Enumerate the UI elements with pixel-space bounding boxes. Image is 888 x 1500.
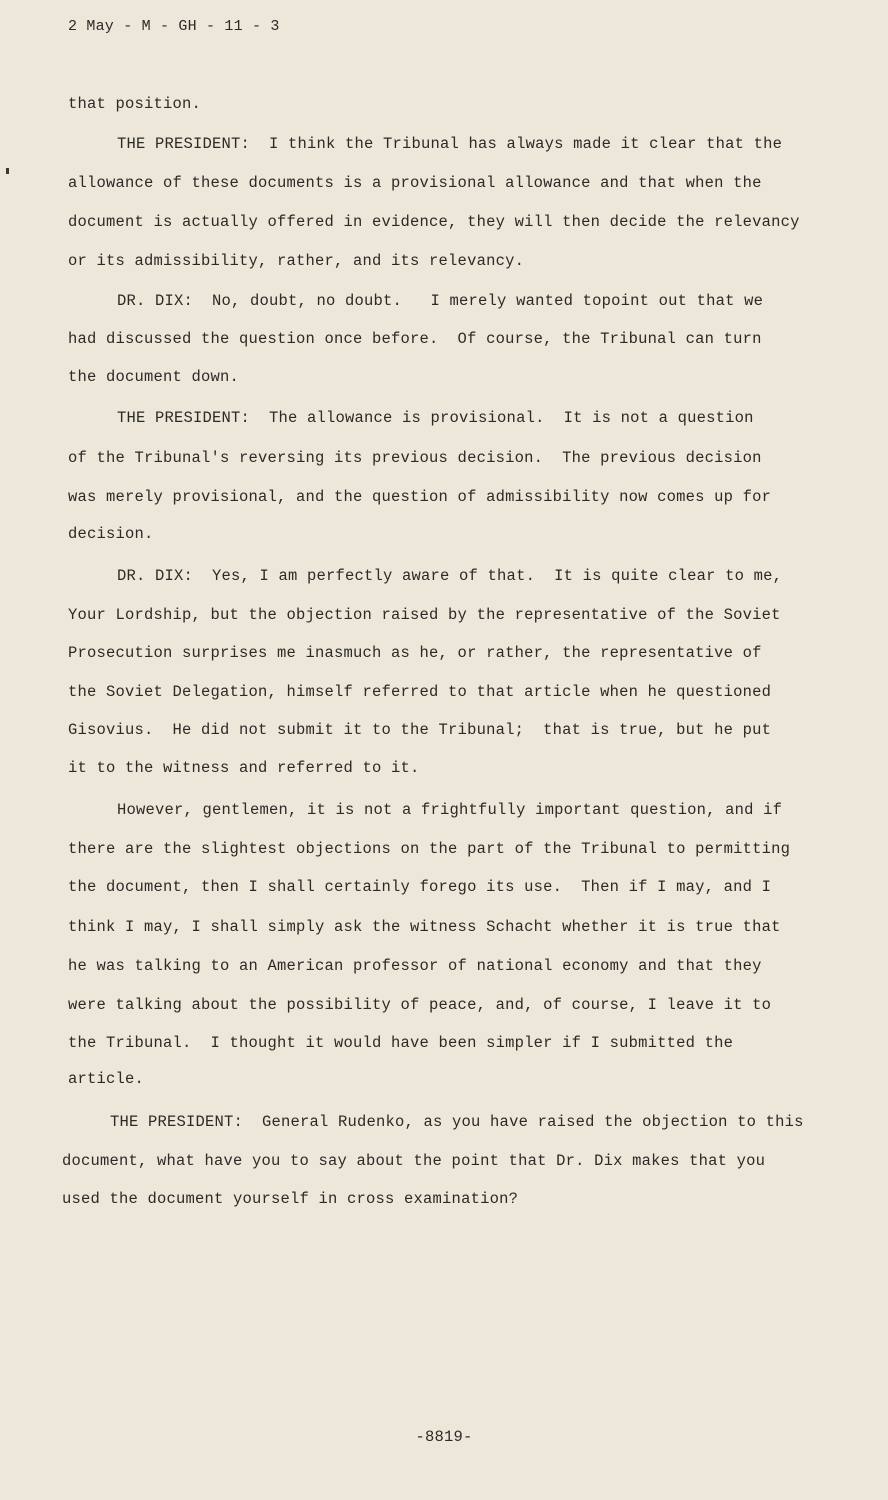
- page-header-reference: 2 May - M - GH - 11 - 3: [68, 18, 280, 35]
- text-line: was merely provisional, and the question of admissibility now comes up for: [68, 488, 772, 506]
- text-line: THE PRESIDENT: General Rudenko, as you have raised the objection to this: [110, 1113, 804, 1131]
- text-line: allowance of these documents is a provisional allowance and that when the: [68, 174, 762, 192]
- text-line: article.: [68, 1070, 145, 1088]
- text-line: that position.: [68, 95, 202, 113]
- text-line: the Soviet Delegation, himself referred to that article when he questioned: [68, 683, 772, 701]
- text-line: document is actually offered in evidence, they will then decide the relevancy: [68, 213, 800, 231]
- text-line: were talking about the possibility of peace, and, of course, I leave it to: [68, 996, 772, 1014]
- text-line: had discussed the question once before. Of course, the Tribunal can turn: [68, 330, 762, 348]
- text-line: of the Tribunal's reversing its previous decision. The previous decision: [68, 449, 762, 467]
- text-line: the document down.: [68, 368, 240, 386]
- margin-mark: [6, 168, 9, 174]
- text-line: used the document yourself in cross examination?: [62, 1190, 519, 1208]
- text-line: DR. DIX: No, doubt, no doubt. I merely wanted topoint out that we: [117, 292, 764, 310]
- text-line: Gisovius. He did not submit it to the Tribunal; that is true, but he put: [68, 721, 772, 739]
- text-line: or its admissibility, rather, and its relevancy.: [68, 252, 525, 270]
- text-line: the Tribunal. I thought it would have been simpler if I submitted the: [68, 1034, 734, 1052]
- text-line: the document, then I shall certainly forego its use. Then if I may, and I: [68, 878, 772, 896]
- text-line: DR. DIX: Yes, I am perfectly aware of that. It is quite clear to me,: [117, 567, 783, 585]
- text-line: Your Lordship, but the objection raised by the representative of the Soviet: [68, 606, 781, 624]
- text-line: there are the slightest objections on the part of the Tribunal to permitting: [68, 840, 791, 858]
- text-line: THE PRESIDENT: I think the Tribunal has always made it clear that the: [117, 135, 783, 153]
- text-line: he was talking to an American professor of national economy and that they: [68, 957, 762, 975]
- text-line: it to the witness and referred to it.: [68, 759, 420, 777]
- text-line: think I may, I shall simply ask the witness Schacht whether it is true that: [68, 918, 781, 936]
- text-line: decision.: [68, 525, 154, 543]
- page-number: -8819-: [415, 1428, 473, 1446]
- text-line: THE PRESIDENT: The allowance is provisional. It is not a question: [117, 409, 754, 427]
- text-line: Prosecution surprises me inasmuch as he, or rather, the representative of: [68, 644, 762, 662]
- text-line: However, gentlemen, it is not a frightfully important question, and if: [117, 801, 783, 819]
- text-line: document, what have you to say about the point that Dr. Dix makes that you: [62, 1152, 766, 1170]
